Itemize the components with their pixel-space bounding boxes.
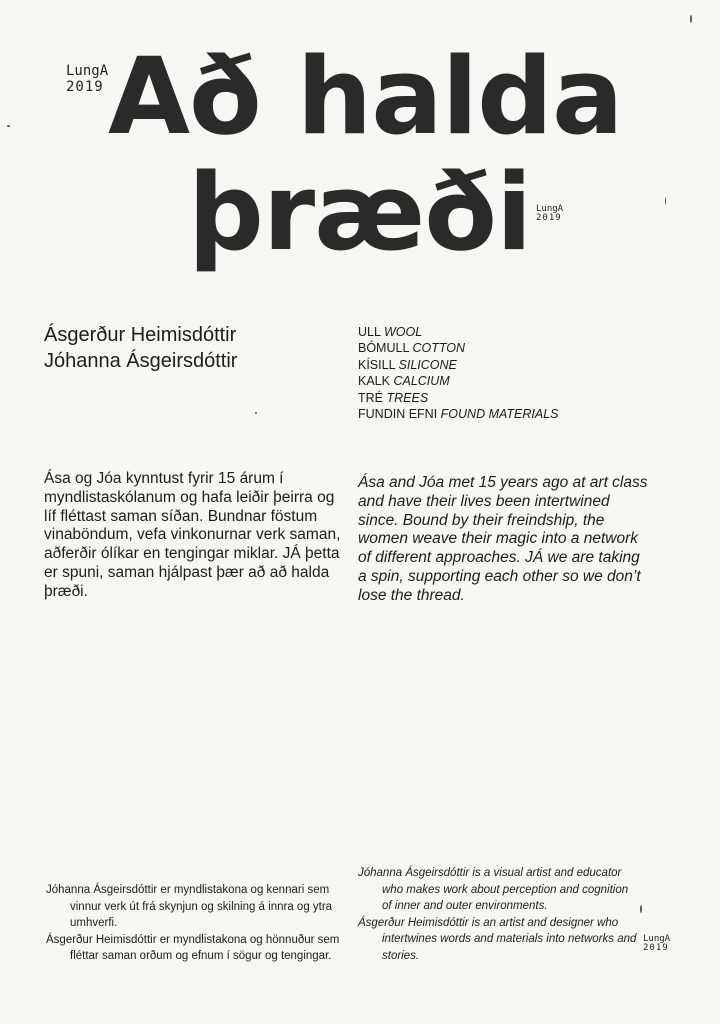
material-en: FOUND MATERIALS: [440, 407, 559, 422]
logo-year: 2019: [536, 213, 562, 223]
print-speck: [640, 905, 642, 913]
material-en: COTTON: [412, 341, 465, 356]
bio-entry: Ásgerður Heimisdóttir er myndlistakona og hönnuður sem fléttar saman orðum og efnum í sögur og tengingar.: [46, 933, 340, 963]
material-is: FUNDIN EFNI: [358, 407, 438, 422]
intro-english: Ása and Jóa met 15 years ago at art class and have their lives been intertwined since. Bound by their freindship, the women weave their magic into a network of different approaches. JÁ we are taking a spin, supporting each other so we don’t lose the thread.: [358, 474, 648, 604]
material-is: ULL: [358, 325, 381, 339]
material-row: [358, 324, 559, 340]
print-speck: [665, 197, 666, 205]
author-names: [44, 322, 237, 374]
bio-english: [358, 865, 638, 965]
logo-year: 2019: [66, 79, 104, 95]
logo-year: 2019: [643, 943, 669, 953]
bio-icelandic: [46, 882, 346, 965]
materials-list: [358, 324, 559, 422]
material-is: KALK: [358, 374, 390, 389]
bio-entry: Ásgerður Heimisdóttir is an artist and designer who intertwines words and materials into networks and stories.: [358, 916, 637, 962]
material-en: WOOL: [383, 325, 423, 339]
print-speck: [255, 412, 257, 414]
author-name: Jóhanna Ásgeirsdóttir: [44, 350, 238, 372]
material-is: TRÉ: [358, 390, 383, 405]
material-row: [358, 357, 559, 373]
material-row: [358, 390, 559, 406]
author-name: Ásgerður Heimisdóttir: [44, 324, 237, 346]
print-speck: [690, 15, 692, 23]
material-is: KÍSILL: [358, 357, 396, 372]
material-row: [358, 340, 559, 356]
lunga-logo-top: [66, 64, 108, 94]
material-en: TREES: [386, 390, 429, 405]
lunga-logo-middle: [536, 205, 563, 223]
material-is: BÓMULL: [358, 341, 409, 356]
logo-name: LungA: [536, 204, 564, 214]
logo-name: LungA: [66, 63, 109, 79]
title-line-2: þræði: [188, 151, 532, 274]
print-speck: [7, 125, 10, 127]
title-line-1: Að halda: [108, 35, 623, 158]
intro-icelandic: Ása og Jóa kynntust fyrir 15 árum í myndlistaskólanum og hafa leiðir þeirra og líf fléttast saman síðan. Bundnar föstum vinaböndum, vefa vinkonurnar verk saman, aðferðir ólíkar en tengingar miklar. JÁ þetta er spuni, saman hjálpast þær að að halda þræði.: [44, 470, 341, 600]
material-en: SILICONE: [398, 357, 457, 372]
logo-name: LungA: [643, 934, 671, 944]
material-row: [358, 373, 559, 389]
bio-entry: Jóhanna Ásgeirsdóttir er myndlistakona og kennari sem vinnur verk út frá skynjun og skilning á innra og ytra umhverfi.: [46, 884, 333, 930]
bio-entry: Jóhanna Ásgeirsdóttir is a visual artist and educator who makes work about perception and cognition of inner and outer environments.: [358, 867, 629, 913]
material-row: [358, 406, 559, 422]
lunga-logo-bottom: [643, 935, 670, 953]
material-en: CALCIUM: [393, 374, 450, 389]
